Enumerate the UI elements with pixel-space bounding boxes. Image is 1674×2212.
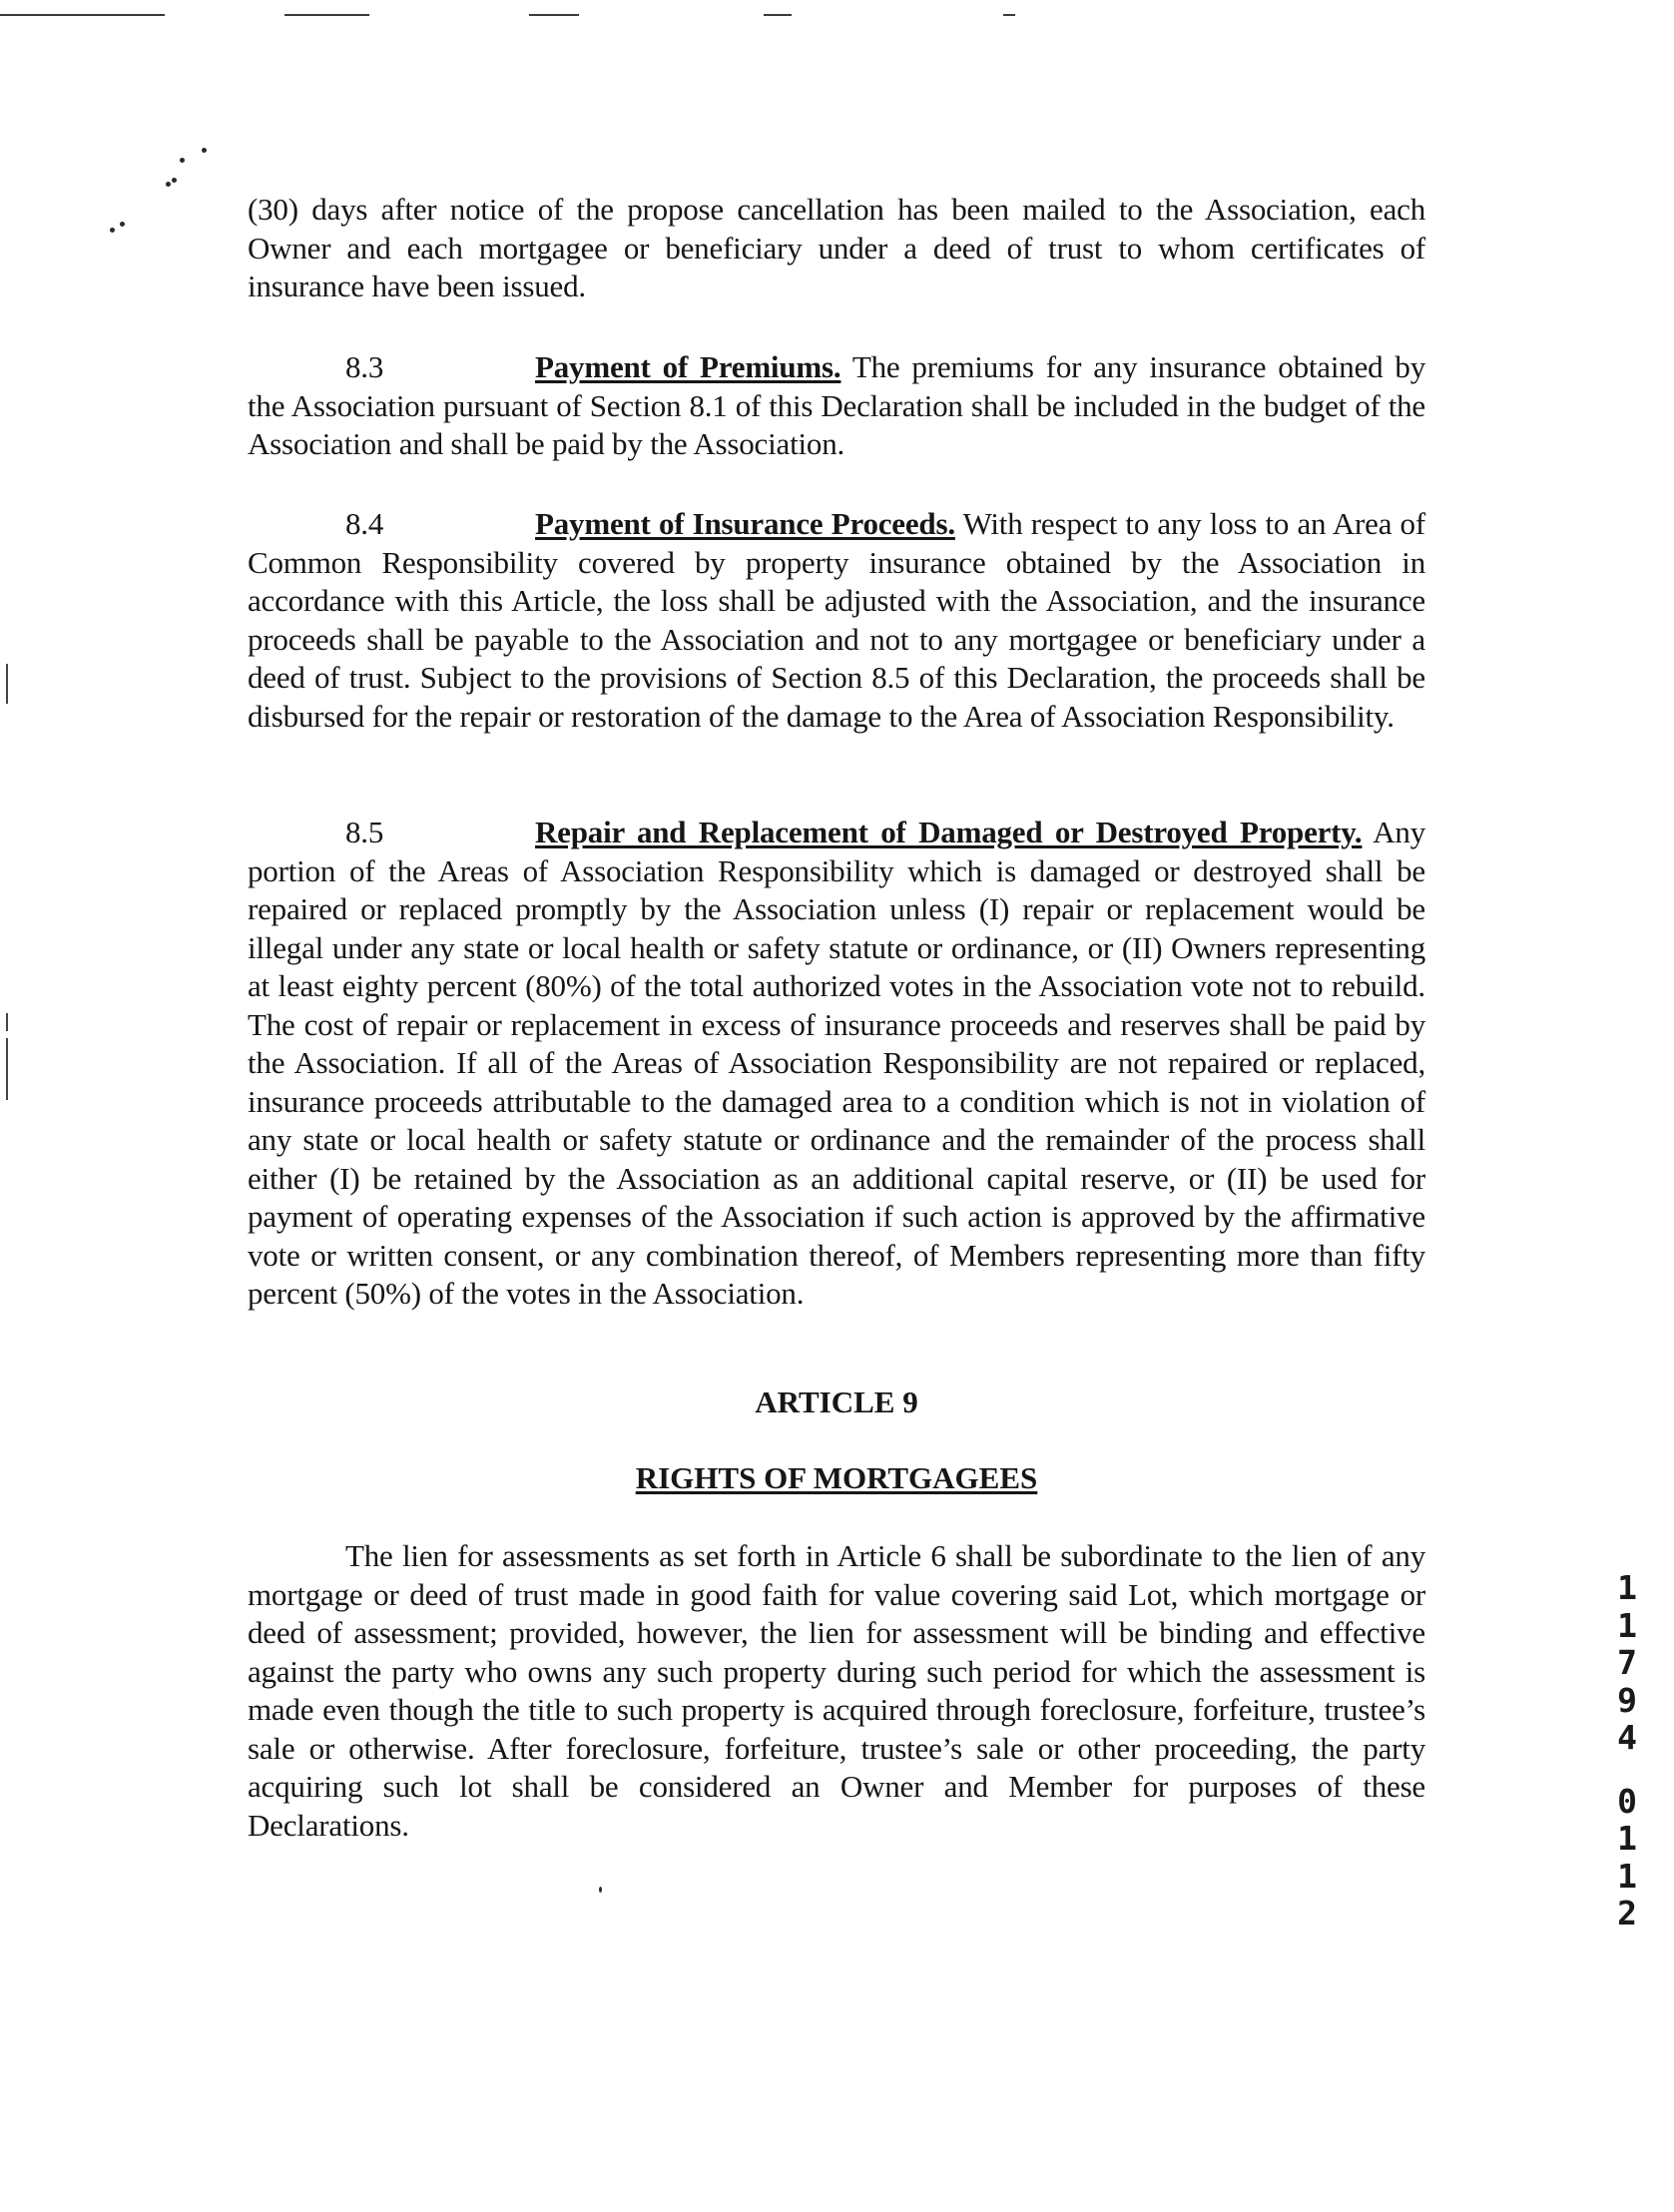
recording-spacer [1610,1757,1644,1783]
section-paragraph [248,348,1425,464]
recording-digit: 1 [1617,1568,1637,1607]
scan-artifact-line [284,14,369,16]
article-text: The lien for assessments as set forth in Article 6 shall be subordinate to the lien of any mortgage or deed of trust made in good faith for value covering said Lot, which mortgage or deed of assessment; provided, however, the lien for assessment will be binding and effective against the party who owns any such property during such period for which the assessment is made even though the title to such property is acquired through foreclosure, forfeiture, trustee’s sale or otherwise. After foreclosure, forfeiture, trustee’s sale or other proceeding, the party acquiring such lot shall be considered an Owner and Member for purposes of these Declarations. [248,1538,1425,1843]
recording-digit: 4 [1617,1718,1637,1757]
recording-digit: 9 [1617,1680,1637,1720]
section-8-4 [248,505,1425,736]
scan-artifact-line [1003,14,1015,16]
section-title: Repair and Replacement of Damaged or Destroyed Property. [535,815,1363,849]
section-8-5 [248,814,1425,1314]
recording-digit: 1 [1617,1605,1637,1645]
recording-digit: 1 [1617,1856,1637,1896]
recording-digit: 0 [1617,1781,1637,1821]
continuation-text: (30) days after notice of the propose cancellation has been mailed to the Association, each Owner and each mortgagee or beneficiary under a deed of trust to whom certificates of insurance have been issued. [248,192,1425,303]
section-text: Any portion of the Areas of Association Responsibility which is damaged or destroyed shall be repaired or replaced promptly by the Association unless (I) repair or replacement would be illegal under any state or local health or safety statute or ordinance, or (II) Owners representing at least eighty percent (80%) of the total authorized votes in the Association vote not to rebuild. The cost of repair or replacement in excess of insurance proceeds and reserves shall be paid by the Association. If all of the Areas of Association Responsibility are not repaired or replaced, insurance proceeds attributable to the damaged area to a condition which is not in violation of any state or local health or safety statute or ordinance and the remainder of the process shall either (I) be retained by the Association as an additional capital reserve, or (II) be used for payment of operating expenses of the Association if such action is approved by the affirmative vote or written consent, or any combination thereof, of Members representing more than fifty percent (50%) of the votes in the Association. [248,815,1425,1311]
recording-digit: 1 [1617,1819,1637,1858]
scan-artifact-line [529,14,579,16]
margin-mark [6,664,8,704]
scan-artifact-dot [172,178,177,183]
section-paragraph [248,814,1425,1314]
scan-artifact-dot [180,158,185,163]
section-number: 8.4 [345,506,384,541]
section-8-3 [248,348,1425,464]
scan-artifact-line [0,14,165,16]
section-number: 8.5 [345,815,384,849]
section-number: 8.3 [345,349,384,384]
section-text: With respect to any loss to an Area of Common Responsibility covered by property insurance obtained by the Association in accordance with this Article, the loss shall be adjusted with the Association, and the insurance proceeds shall be payable to the Association and not to any mortgagee or beneficiary under a deed of trust. Subject to the provisions of Section 8.5 of this Declaration, the proceeds shall be disbursed for the repair or restoration of the damage to the Area of Association Responsibility. [248,506,1425,734]
margin-mark [6,1013,8,1031]
article-9-paragraph [248,1537,1425,1845]
scan-artifact-dot [166,182,171,187]
scan-artifact-dot [202,148,207,153]
scan-artifact-line [764,14,792,16]
scan-artifact-dot [110,228,115,233]
section-title: Payment of Premiums. [535,349,841,384]
continuation-paragraph [248,191,1425,306]
recording-digit: 2 [1617,1894,1637,1933]
article-label: ARTICLE 9 [755,1384,918,1419]
section-text: The premiums for any insurance obtained by the Association pursuant of Section 8.1 of this Declaration shall be included in the budget of the Association and shall be paid by the Association. [248,349,1425,461]
recording-number [1610,1569,1644,1933]
article-title: RIGHTS OF MORTGAGEES [635,1460,1038,1495]
scan-artifact-dot [120,222,125,227]
margin-mark [6,1038,8,1100]
recording-digit: 7 [1617,1643,1637,1682]
scan-artifact-dot [599,1887,602,1893]
section-paragraph [248,505,1425,736]
section-title: Payment of Insurance Proceeds. [535,506,955,541]
